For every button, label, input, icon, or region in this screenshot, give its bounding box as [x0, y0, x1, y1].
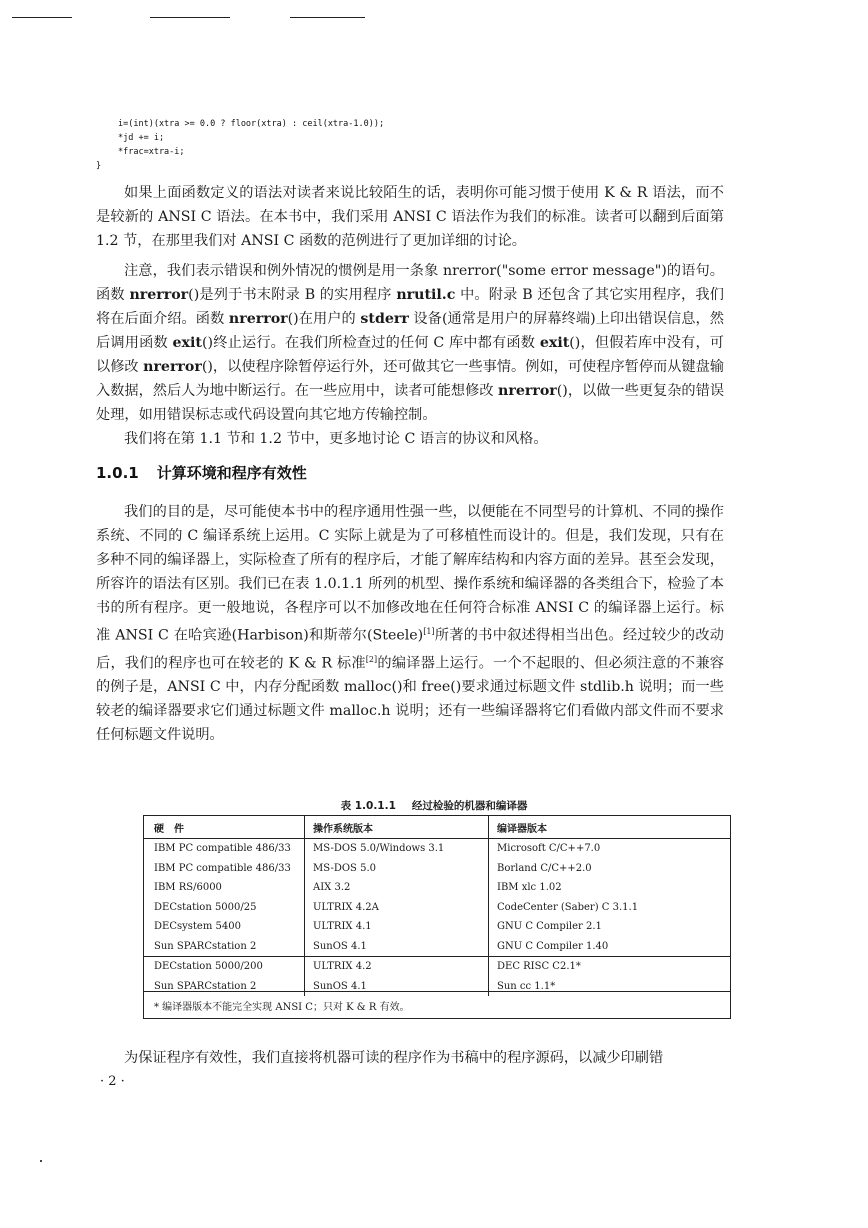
- paragraph-1: 如果上面函数定义的语法对读者来说比较陌生的话，表明你可能习惯于使用 K & R 语法，而不是较新的 ANSI C 语法。在本书中，我们采用 ANSI C 语法作为我们的标准。读者可以翻到后面第 1.2 节，在那里我们对 ANSI C 函数的范例进行了更加详细的讨论。: [96, 185, 724, 249]
- reference-1: [1]: [423, 627, 435, 636]
- table-header-cell: 操作系统版本: [304, 816, 488, 838]
- scan-speck: [40, 1160, 42, 1162]
- reference-2: [2]: [365, 654, 378, 664]
- compiler-table: [143, 815, 731, 1019]
- table-row: IBM PC compatible 486/33 MS-DOS 5.0/Windows 3.1 Microsoft C/C++7.0: [144, 839, 730, 859]
- header-rule-right: [290, 17, 365, 18]
- table-row: IBM PC compatible 486/33 MS-DOS 5.0 Borland C/C++2.0: [144, 859, 730, 879]
- paragraph-5: 为保证程序有效性，我们直接将机器可读的程序作为书稿中的程序源码，以减少印刷错: [124, 1050, 664, 1066]
- table-header-cell: 硬 件: [154, 823, 184, 835]
- table-row: Sun SPARCstation 2 SunOS 4.1 GNU C Compiler 1.40: [144, 937, 730, 957]
- table-footnote: * 编译器版本不能完全实现 ANSI C；只对 K & R 有效。: [144, 991, 730, 1018]
- section-number: 1.0.1: [96, 464, 139, 482]
- code-block: [96, 117, 384, 173]
- paragraph-4: 我们的目的是，尽可能使本书中的程序通用性强一些，以便能在不同型号的计算机、不同的操作系统、不同的 C 编译系统上运用。C 实际上就是为了可移植性而设计的。但是，我们发现，只有在多种不同的编译器上，实际检查了所有的程序后，才能了解库结构和内容方面的差异。甚至会发现，所容许的语法有区别。我们已在表 1.0.1.1 所列的机型、操作系统和编译器的各类组合下，检验了本书的所有程序。更一般地说，各程序可以不加修改地在任何符合标准 ANSI C 的编译器上运行。标准 ANSI C 在哈宾逊(Harbison)和斯蒂尔(Steele)[1]所著的书中叙述得相当出色。经过较少的改动后，我们的程序也可在较老的 K & R 标准[2]的编译器上运行。一个不起眼的、但必须注意的不兼容的例子是，ANSI C 中，内存分配函数 malloc()和 free()要求通过标题文件 stdlib.h 说明；而一些较老的编译器要求它们通过标题文件 malloc.h 说明；还有一些编译器将它们看做内部文件而不要求任何标题文件说明。: [96, 504, 724, 744]
- code-line: *jd += i;: [118, 133, 165, 143]
- table-row: DECstation 5000/200 ULTRIX 4.2 DEC RISC C2.1*: [144, 956, 730, 977]
- code-line: }: [96, 161, 102, 171]
- header-rule-mid: [150, 17, 230, 18]
- code-line: *frac=xtra-i;: [118, 147, 185, 157]
- paragraph-2: 注意，我们表示错误和例外情况的惯例是用一条象 nrerror("some error message")的语句。函数 nrerror()是列于书末附录 B 的实用程序 nrutil.c 中。附录 B 还包含了其它实用程序，我们将在后面介绍。函数 nrerror()在用户的 stderr 设备(通常是用户的屏幕终端)上印出错误信息，然后调用函数 exit()终止运行。在我们所检查过的任何 C 库中都有函数 exit()，但假若库中没有，可以修改 nrerror()，以使程序除暂停运行外，还可做其它一些事情。例如，可使程序暂停而从键盘输入数据，然后人为地中断运行。在一些应用中，读者可能想修改 nrerror()，以做一些更复杂的错误处理，如用错误标志或代码设置向其它地方传输控制。: [96, 263, 725, 423]
- header-rule-left: [12, 17, 72, 18]
- table-header-cell: 编译器版本: [488, 816, 730, 838]
- section-heading: [96, 462, 307, 483]
- section-title: 计算环境和程序有效性: [156, 464, 307, 482]
- paragraph-3: 我们将在第 1.1 节和 1.2 节中，更多地讨论 C 语言的协议和风格。: [124, 431, 548, 447]
- table-row: DECstation 5000/25 ULTRIX 4.2A CodeCenter (Saber) C 3.1.1: [144, 898, 730, 918]
- code-line: i=(int)(xtra >= 0.0 ? floor(xtra) : ceil(xtra-1.0));: [118, 119, 385, 129]
- table-caption: 表 1.0.1.1 经过检验的机器和编译器: [340, 800, 528, 812]
- table-row: Sun SPARCstation 2 SunOS 4.1 Sun cc 1.1*: [144, 977, 730, 997]
- table-row: DECsystem 5400 ULTRIX 4.1 GNU C Compiler 2.1: [144, 917, 730, 937]
- table-header-row: [144, 816, 730, 839]
- table-row: IBM RS/6000 AIX 3.2 IBM xlc 1.02: [144, 878, 730, 898]
- page-number: · 2 ·: [100, 1074, 125, 1089]
